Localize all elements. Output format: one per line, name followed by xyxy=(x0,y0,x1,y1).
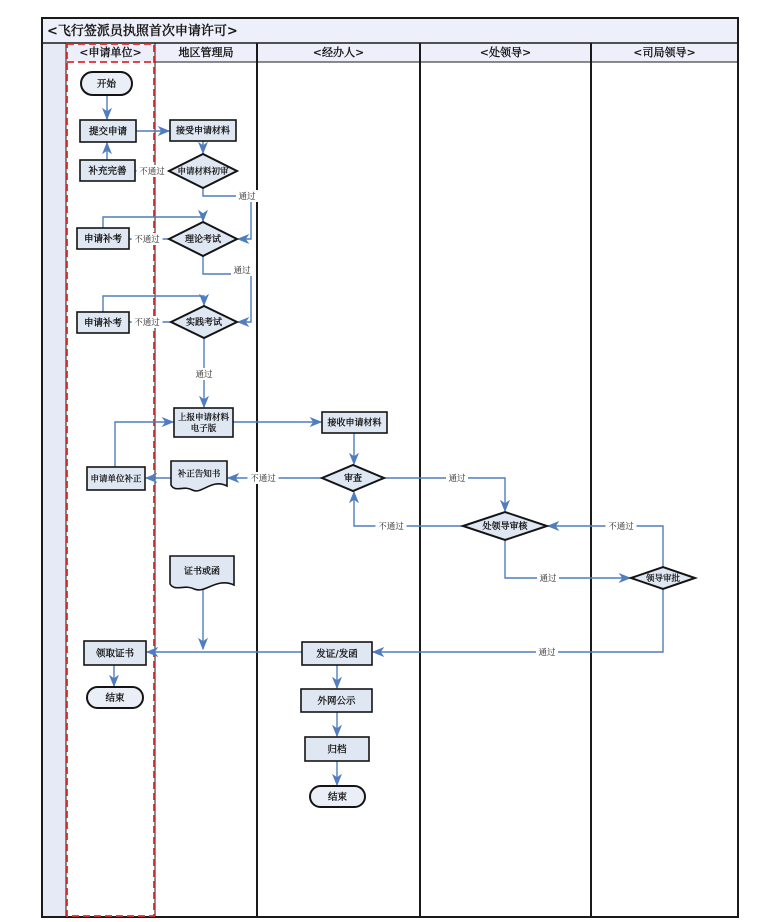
edge-label-text: 通过 xyxy=(448,474,466,484)
edge-label-leader-approval-pass xyxy=(536,646,558,658)
node-upload-electronic-materials xyxy=(174,408,233,437)
node-label: 补充完善 xyxy=(88,165,127,177)
node-label: 外网公示 xyxy=(317,695,356,707)
left-strip xyxy=(43,43,66,916)
lane-header-division-leader: <处领导> xyxy=(479,46,532,59)
edge-label-text: 通过 xyxy=(238,192,256,202)
node-apply-retake-practical xyxy=(77,312,129,333)
swimlane-frame xyxy=(42,18,738,917)
node-label: 申请补考 xyxy=(83,233,123,245)
edge-label-text: 通过 xyxy=(538,648,556,658)
outer-border xyxy=(42,18,738,917)
node-label: 电子版 xyxy=(190,424,217,435)
edge-label-text: 不通过 xyxy=(139,167,165,177)
node-apply-retake-theory xyxy=(77,228,129,249)
diagram-title: <飞行签派员执照首次申请许可> xyxy=(47,24,238,39)
node-label: 处领导审核 xyxy=(482,522,528,533)
node-submit-application xyxy=(80,120,136,142)
edge-label-text: 通过 xyxy=(195,370,213,380)
node-end-applicant xyxy=(87,687,143,708)
node-supplement-improve xyxy=(80,160,135,181)
edge-label-text: 不通过 xyxy=(250,474,276,484)
edge-label-text: 通过 xyxy=(233,266,251,276)
edge-label-theory-fail xyxy=(132,233,163,245)
edge-label-division-review-pass xyxy=(537,572,559,584)
node-label: 证书或函 xyxy=(183,566,221,577)
node-end-handler xyxy=(310,786,365,807)
node-accept-application-materials xyxy=(170,120,236,141)
node-issue-certificate-letter xyxy=(302,642,372,665)
lane-header-bureau-leader: <司局领导> xyxy=(633,46,696,59)
node-label: 理论考试 xyxy=(184,235,222,246)
node-applicant-unit-correction xyxy=(87,467,145,490)
node-label: 申请材料初审 xyxy=(177,167,229,178)
lane-header-regional-administration: 地区管理局 xyxy=(178,46,234,59)
node-label: 补正告知书 xyxy=(177,469,221,480)
node-label: 接受申请材料 xyxy=(175,126,231,137)
edge-label-practical-pass xyxy=(193,368,215,380)
node-start xyxy=(81,72,132,95)
node-label: 结束 xyxy=(327,791,348,803)
node-label: 领取证书 xyxy=(95,648,135,660)
node-label: 申请补考 xyxy=(83,317,123,329)
node-label: 发证/发函 xyxy=(316,648,358,660)
node-label: 归档 xyxy=(327,744,347,756)
node-label: 提交申请 xyxy=(88,126,128,138)
node-label: 接收申请材料 xyxy=(327,418,382,429)
edge-label-leader-approval-fail xyxy=(606,520,637,532)
edge-label-initial-review-fail xyxy=(137,165,168,177)
node-label: 结束 xyxy=(105,692,125,704)
lane-header-applicant-unit: <申请单位> xyxy=(79,46,142,59)
node-receive-certificate xyxy=(84,641,146,665)
edge-label-review-pass xyxy=(446,472,468,484)
edge-label-initial-review-pass xyxy=(236,190,258,202)
node-label: 上报申请材料 xyxy=(177,413,230,424)
node-archive xyxy=(305,737,369,761)
edge-label-text: 不通过 xyxy=(134,235,160,245)
lane-header-handler: <经办人> xyxy=(312,46,365,59)
node-label: 申请单位补正 xyxy=(90,474,142,485)
edge-label-division-review-fail xyxy=(376,520,407,532)
edge-label-practical-fail xyxy=(132,316,163,328)
node-external-network-publicity xyxy=(301,689,372,712)
node-label: 实践考试 xyxy=(185,318,223,329)
node-label: 开始 xyxy=(96,78,117,90)
node-receive-application-materials xyxy=(322,412,387,433)
edge-label-review-fail xyxy=(248,472,279,484)
edge-label-text: 不通过 xyxy=(608,522,634,532)
edge-label-theory-pass xyxy=(231,264,253,276)
edge-label-text: 不通过 xyxy=(378,522,404,532)
edge-label-text: 通过 xyxy=(539,574,557,584)
node-label: 审查 xyxy=(343,474,363,485)
edge-label-text: 不通过 xyxy=(134,318,160,328)
node-label: 领导审批 xyxy=(645,574,681,585)
